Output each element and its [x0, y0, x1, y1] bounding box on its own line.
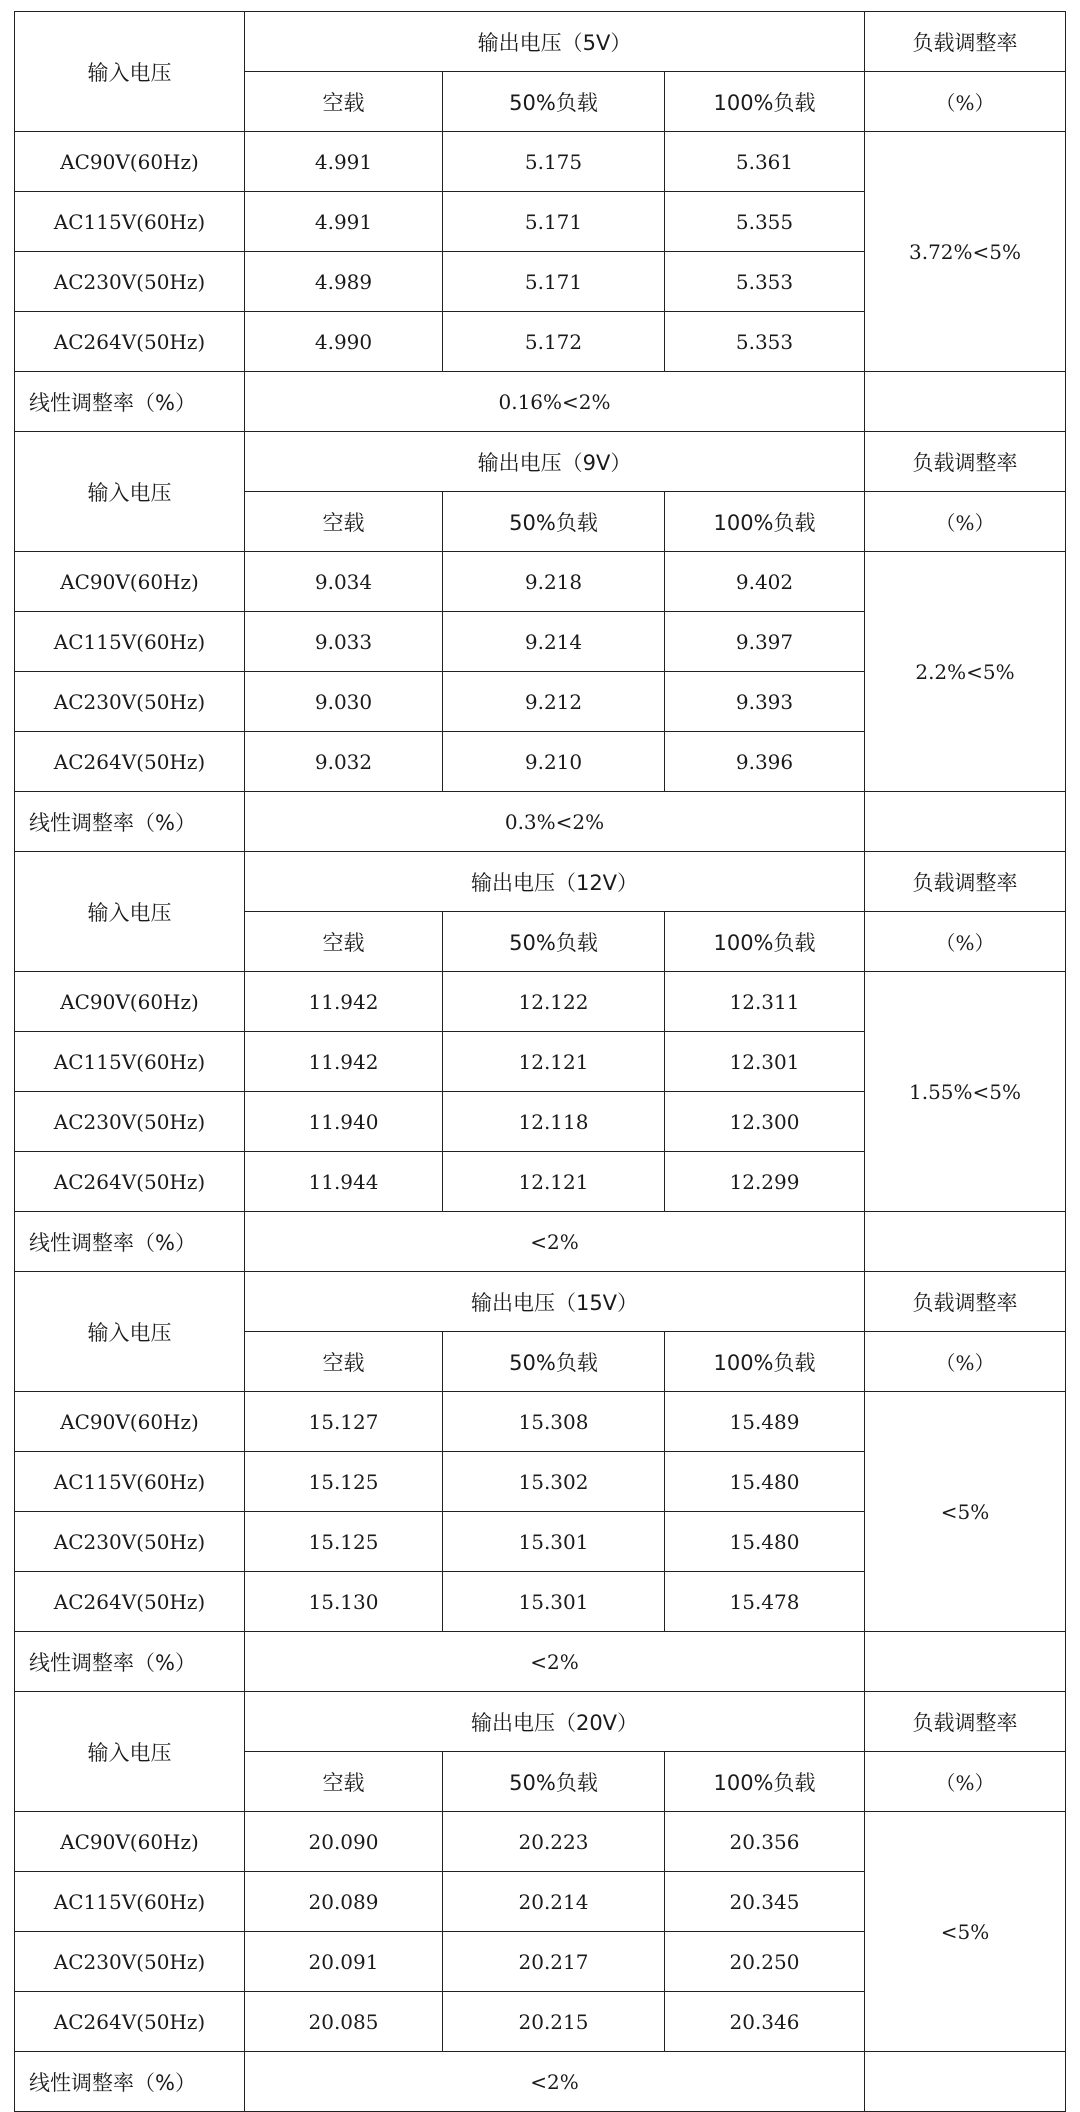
no-load-value: 4.991 [245, 192, 443, 252]
input-voltage-cell: AC230V(50Hz) [15, 672, 245, 732]
table-row [15, 972, 1066, 1032]
no-load-header: 空载 [245, 912, 443, 972]
full-load-value: 9.397 [665, 612, 865, 672]
section-header-row [15, 12, 1066, 72]
load-regulation-header: 负载调整率 [865, 852, 1066, 912]
input-voltage-cell: AC264V(50Hz) [15, 312, 245, 372]
load-regulation-value: 2.2%<5% [865, 552, 1066, 792]
section-header-row [15, 432, 1066, 492]
input-voltage-cell: AC115V(60Hz) [15, 1872, 245, 1932]
half-load-value: 12.121 [443, 1032, 665, 1092]
input-voltage-cell: AC90V(60Hz) [15, 972, 245, 1032]
voltage-regulation-table [14, 11, 1066, 2112]
full-load-header: 100%负载 [665, 1332, 865, 1392]
full-load-value: 5.353 [665, 312, 865, 372]
input-voltage-cell: AC230V(50Hz) [15, 1932, 245, 1992]
full-load-value: 12.299 [665, 1152, 865, 1212]
section-header-row [15, 1692, 1066, 1752]
no-load-value: 15.130 [245, 1572, 443, 1632]
no-load-value: 11.942 [245, 972, 443, 1032]
no-load-value: 15.125 [245, 1512, 443, 1572]
input-voltage-cell: AC115V(60Hz) [15, 1032, 245, 1092]
load-regulation-value: <5% [865, 1812, 1066, 2052]
no-load-value: 20.090 [245, 1812, 443, 1872]
load-regulation-unit: （%） [865, 492, 1066, 552]
input-voltage-cell: AC90V(60Hz) [15, 552, 245, 612]
full-load-header: 100%负载 [665, 1752, 865, 1812]
no-load-value: 4.990 [245, 312, 443, 372]
line-regulation-row [15, 2052, 1066, 2112]
line-regulation-row [15, 372, 1066, 432]
input-voltage-cell: AC230V(50Hz) [15, 252, 245, 312]
no-load-value: 4.989 [245, 252, 443, 312]
half-load-value: 12.122 [443, 972, 665, 1032]
half-load-value: 20.215 [443, 1992, 665, 2052]
input-voltage-cell: AC264V(50Hz) [15, 1992, 245, 2052]
line-regulation-row [15, 1632, 1066, 1692]
table-row [15, 552, 1066, 612]
half-load-value: 15.302 [443, 1452, 665, 1512]
no-load-value: 11.944 [245, 1152, 443, 1212]
half-load-value: 5.171 [443, 252, 665, 312]
no-load-value: 15.127 [245, 1392, 443, 1452]
full-load-value: 15.489 [665, 1392, 865, 1452]
line-regulation-value: <2% [245, 1632, 865, 1692]
full-load-value: 20.345 [665, 1872, 865, 1932]
load-regulation-header: 负载调整率 [865, 1272, 1066, 1332]
load-regulation-header: 负载调整率 [865, 12, 1066, 72]
half-load-value: 15.308 [443, 1392, 665, 1452]
half-load-value: 12.121 [443, 1152, 665, 1212]
input-voltage-cell: AC115V(60Hz) [15, 1452, 245, 1512]
output-voltage-header: 输出电压（5V） [245, 12, 865, 72]
output-voltage-header: 输出电压（9V） [245, 432, 865, 492]
full-load-value: 9.402 [665, 552, 865, 612]
full-load-value: 9.396 [665, 732, 865, 792]
half-load-value: 15.301 [443, 1512, 665, 1572]
no-load-value: 20.085 [245, 1992, 443, 2052]
no-load-value: 9.030 [245, 672, 443, 732]
full-load-value: 20.250 [665, 1932, 865, 1992]
full-load-value: 12.311 [665, 972, 865, 1032]
no-load-value: 9.033 [245, 612, 443, 672]
half-load-header: 50%负载 [443, 1752, 665, 1812]
half-load-value: 5.171 [443, 192, 665, 252]
line-regulation-empty-cell [865, 1632, 1066, 1692]
no-load-value: 20.091 [245, 1932, 443, 1992]
half-load-value: 20.214 [443, 1872, 665, 1932]
no-load-value: 4.991 [245, 132, 443, 192]
line-regulation-empty-cell [865, 2052, 1066, 2112]
load-regulation-value: <5% [865, 1392, 1066, 1632]
output-voltage-header: 输出电压（12V） [245, 852, 865, 912]
load-regulation-value: 1.55%<5% [865, 972, 1066, 1212]
load-regulation-header: 负载调整率 [865, 1692, 1066, 1752]
full-load-value: 12.300 [665, 1092, 865, 1152]
table-row [15, 132, 1066, 192]
output-voltage-header: 输出电压（15V） [245, 1272, 865, 1332]
half-load-header: 50%负载 [443, 72, 665, 132]
line-regulation-row [15, 1212, 1066, 1272]
input-voltage-header: 输入电压 [15, 1272, 245, 1392]
table-row [15, 1392, 1066, 1452]
half-load-value: 5.172 [443, 312, 665, 372]
no-load-value: 9.032 [245, 732, 443, 792]
full-load-value: 15.480 [665, 1452, 865, 1512]
full-load-value: 5.361 [665, 132, 865, 192]
load-regulation-value: 3.72%<5% [865, 132, 1066, 372]
half-load-value: 20.223 [443, 1812, 665, 1872]
no-load-value: 15.125 [245, 1452, 443, 1512]
input-voltage-header: 输入电压 [15, 852, 245, 972]
line-regulation-label: 线性调整率（%） [15, 1632, 245, 1692]
no-load-header: 空载 [245, 1332, 443, 1392]
line-regulation-label: 线性调整率（%） [15, 1212, 245, 1272]
output-voltage-header: 输出电压（20V） [245, 1692, 865, 1752]
full-load-value: 20.356 [665, 1812, 865, 1872]
no-load-header: 空载 [245, 492, 443, 552]
line-regulation-value: <2% [245, 2052, 865, 2112]
input-voltage-cell: AC90V(60Hz) [15, 132, 245, 192]
input-voltage-cell: AC115V(60Hz) [15, 612, 245, 672]
table-row [15, 1812, 1066, 1872]
line-regulation-value: 0.3%<2% [245, 792, 865, 852]
input-voltage-cell: AC115V(60Hz) [15, 192, 245, 252]
no-load-value: 9.034 [245, 552, 443, 612]
line-regulation-empty-cell [865, 1212, 1066, 1272]
load-regulation-unit: （%） [865, 1752, 1066, 1812]
half-load-header: 50%负载 [443, 492, 665, 552]
no-load-header: 空载 [245, 1752, 443, 1812]
half-load-value: 5.175 [443, 132, 665, 192]
load-regulation-unit: （%） [865, 912, 1066, 972]
input-voltage-cell: AC264V(50Hz) [15, 1152, 245, 1212]
input-voltage-header: 输入电压 [15, 1692, 245, 1812]
full-load-value: 15.478 [665, 1572, 865, 1632]
half-load-value: 9.210 [443, 732, 665, 792]
full-load-header: 100%负载 [665, 72, 865, 132]
input-voltage-cell: AC90V(60Hz) [15, 1392, 245, 1452]
half-load-value: 9.214 [443, 612, 665, 672]
load-regulation-unit: （%） [865, 1332, 1066, 1392]
table-body [15, 12, 1066, 2112]
line-regulation-empty-cell [865, 792, 1066, 852]
input-voltage-cell: AC230V(50Hz) [15, 1092, 245, 1152]
full-load-value: 5.355 [665, 192, 865, 252]
input-voltage-header: 输入电压 [15, 432, 245, 552]
half-load-value: 20.217 [443, 1932, 665, 1992]
half-load-value: 15.301 [443, 1572, 665, 1632]
full-load-header: 100%负载 [665, 492, 865, 552]
line-regulation-value: <2% [245, 1212, 865, 1272]
line-regulation-row [15, 792, 1066, 852]
no-load-value: 20.089 [245, 1872, 443, 1932]
half-load-header: 50%负载 [443, 912, 665, 972]
full-load-value: 15.480 [665, 1512, 865, 1572]
load-regulation-header: 负载调整率 [865, 432, 1066, 492]
line-regulation-label: 线性调整率（%） [15, 792, 245, 852]
full-load-value: 20.346 [665, 1992, 865, 2052]
input-voltage-header: 输入电压 [15, 12, 245, 132]
line-regulation-value: 0.16%<2% [245, 372, 865, 432]
full-load-value: 5.353 [665, 252, 865, 312]
section-header-row [15, 1272, 1066, 1332]
half-load-header: 50%负载 [443, 1332, 665, 1392]
half-load-value: 9.218 [443, 552, 665, 612]
no-load-header: 空载 [245, 72, 443, 132]
half-load-value: 12.118 [443, 1092, 665, 1152]
line-regulation-empty-cell [865, 372, 1066, 432]
input-voltage-cell: AC230V(50Hz) [15, 1512, 245, 1572]
full-load-value: 9.393 [665, 672, 865, 732]
no-load-value: 11.942 [245, 1032, 443, 1092]
full-load-header: 100%负载 [665, 912, 865, 972]
full-load-value: 12.301 [665, 1032, 865, 1092]
input-voltage-cell: AC264V(50Hz) [15, 1572, 245, 1632]
half-load-value: 9.212 [443, 672, 665, 732]
section-header-row [15, 852, 1066, 912]
load-regulation-unit: （%） [865, 72, 1066, 132]
line-regulation-label: 线性调整率（%） [15, 2052, 245, 2112]
no-load-value: 11.940 [245, 1092, 443, 1152]
line-regulation-label: 线性调整率（%） [15, 372, 245, 432]
input-voltage-cell: AC90V(60Hz) [15, 1812, 245, 1872]
input-voltage-cell: AC264V(50Hz) [15, 732, 245, 792]
